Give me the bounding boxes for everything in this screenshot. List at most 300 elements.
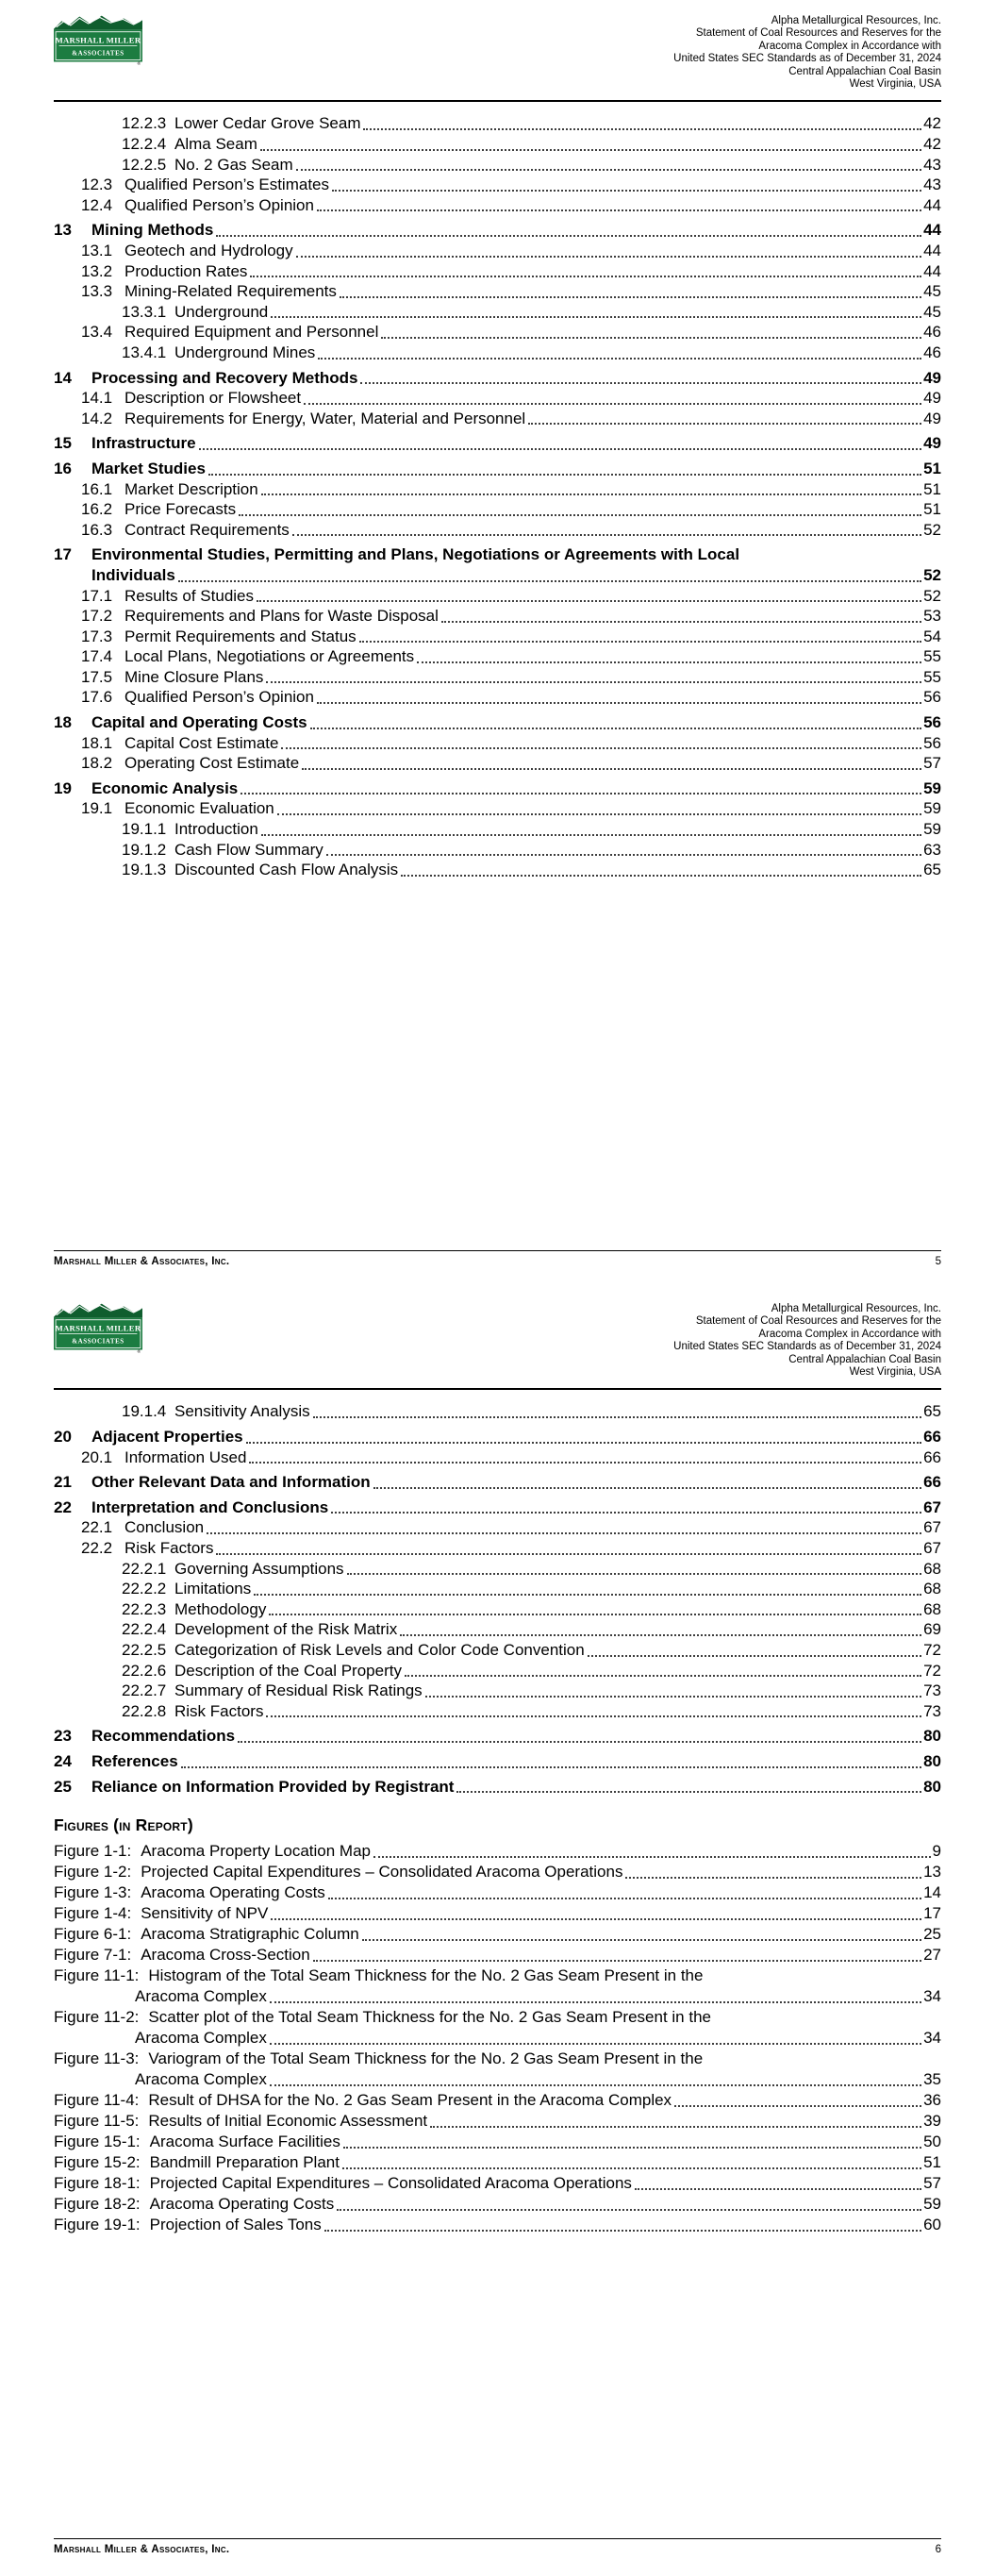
toc-entry	[54, 627, 941, 647]
toc-title: Environmental Studies, Permitting and Plans, Negotiations or Agreements with Local	[91, 545, 740, 564]
figure-title: Variogram of the Total Seam Thickness for the No. 2 Gas Seam Present in the	[148, 2049, 704, 2068]
toc-number: 12.2.5	[122, 155, 167, 174]
figure-title: Projection of Sales Tons	[149, 2216, 322, 2234]
figure-page-number: 60	[923, 2216, 941, 2234]
figure-page-number: 14	[923, 1883, 941, 1902]
toc-entry	[54, 343, 941, 363]
header-rule	[54, 1388, 941, 1390]
dot-leader	[302, 768, 921, 770]
figure-title: Aracoma Cross-Section	[141, 1946, 310, 1965]
toc-title: Permit Requirements and Status	[124, 627, 357, 645]
figure-page-number: 25	[923, 1925, 941, 1944]
dot-leader	[181, 1766, 921, 1768]
figure-page-number: 57	[923, 2174, 941, 2193]
toc-entry	[54, 778, 941, 799]
toc-entry	[54, 687, 941, 708]
toc-number: 17.3	[81, 627, 113, 645]
toc-title: Description of the Coal Property	[174, 1661, 402, 1680]
toc-title: Operating Cost Estimate	[124, 754, 300, 773]
toc-title: Categorization of Risk Levels and Color Code Convention	[174, 1640, 585, 1659]
toc-number: 17.6	[81, 688, 113, 707]
toc-entry	[54, 712, 941, 733]
figure-page-number: 50	[923, 2133, 941, 2151]
dot-leader	[296, 256, 921, 258]
toc-title: Capital and Operating Costs	[91, 713, 307, 732]
dot-leader	[347, 1573, 922, 1575]
toc-number: 13	[54, 221, 72, 240]
toc-number: 17.4	[81, 647, 113, 666]
toc-title: Market Studies	[91, 459, 206, 477]
toc-entry	[54, 195, 941, 216]
toc-number: 20.1	[81, 1447, 113, 1466]
footer-page-number: 5	[935, 1256, 941, 1267]
figure-label: Figure 15-1:	[54, 2133, 141, 2151]
toc-entry	[54, 261, 941, 282]
dot-leader	[317, 702, 921, 704]
figure-label: Figure 7-1:	[54, 1946, 132, 1965]
toc-page-number: 52	[923, 586, 941, 605]
figure-label: Figure 1-1:	[54, 1842, 132, 1861]
figure-entry	[54, 1903, 941, 1924]
toc-title: Sensitivity Analysis	[174, 1402, 310, 1421]
toc-number: 13.3	[81, 282, 113, 301]
dot-leader	[216, 1553, 921, 1555]
toc-page-number: 42	[923, 114, 941, 133]
toc-entry	[54, 1661, 941, 1681]
figure-label: Figure 11-2:	[54, 2008, 140, 2027]
toc-number: 16.1	[81, 479, 113, 498]
report-header	[673, 1301, 941, 1379]
toc-entry	[54, 1579, 941, 1599]
toc-number: 17.1	[81, 586, 113, 605]
header-line: United States SEC Standards as of December 31, 2024	[673, 53, 941, 65]
header-line: Alpha Metallurgical Resources, Inc.	[771, 15, 941, 26]
toc-number: 24	[54, 1751, 72, 1770]
toc-number: 12.3	[81, 176, 113, 194]
toc-page-number: 57	[923, 754, 941, 773]
dot-leader	[674, 2105, 921, 2107]
figure-entry	[54, 2215, 941, 2235]
dot-leader	[270, 2001, 921, 2003]
dot-leader	[207, 1532, 921, 1534]
toc-number: 14.2	[81, 409, 113, 427]
toc-page-number: 46	[923, 323, 941, 342]
toc-number: 21	[54, 1473, 72, 1492]
toc-title: Price Forecasts	[124, 500, 237, 519]
figure-page-number: 59	[923, 2195, 941, 2214]
figure-page-number: 34	[923, 1987, 941, 2006]
toc-entry	[54, 1401, 941, 1422]
dot-leader	[246, 1442, 921, 1444]
toc-entry	[54, 322, 941, 343]
dot-leader	[342, 2167, 921, 2169]
toc-title: Other Relevant Data and Information	[91, 1473, 371, 1492]
toc-entry	[54, 606, 941, 627]
toc-page-number: 63	[923, 840, 941, 859]
toc-title: Cash Flow Summary	[174, 840, 323, 859]
figure-title: Projected Capital Expenditures – Consolidated Aracoma Operations	[141, 1863, 623, 1882]
toc-title: Summary of Residual Risk Ratings	[174, 1681, 423, 1700]
toc-title: Mining Methods	[91, 221, 214, 240]
footer-page-number: 6	[935, 2544, 941, 2555]
toc-title: Mining-Related Requirements	[124, 282, 337, 301]
dot-leader	[362, 1939, 921, 1941]
dot-leader	[318, 358, 921, 360]
dot-leader	[326, 854, 921, 856]
toc-title: Requirements for Energy, Water, Material and Personnel	[124, 409, 526, 427]
toc-title: Economic Evaluation	[124, 799, 274, 818]
page-header	[54, 13, 941, 91]
dot-leader	[271, 316, 921, 318]
toc-title: Alma Seam	[174, 135, 257, 154]
toc-entry	[54, 753, 941, 774]
toc-entry	[54, 220, 941, 241]
toc-number: 22	[54, 1497, 72, 1516]
figure-label: Figure 11-4:	[54, 2091, 140, 2110]
toc-number: 14.1	[81, 389, 113, 408]
marshall-miller-logo	[54, 1301, 142, 1354]
header-line: Central Appalachian Coal Basin	[788, 1353, 941, 1365]
toc-number: 22.2.8	[122, 1701, 167, 1720]
toc-title: Introduction	[174, 820, 258, 839]
figure-title: Histogram of the Total Seam Thickness for the No. 2 Gas Seam Present in the	[148, 1966, 704, 1985]
figure-title: Aracoma Complex	[135, 1987, 267, 2006]
toc-entry	[54, 281, 941, 302]
toc-number: 13.4.1	[122, 343, 167, 361]
dot-leader	[359, 641, 921, 643]
dot-leader	[337, 2209, 921, 2211]
toc-page-number: 42	[923, 135, 941, 154]
toc-page-number: 67	[923, 1497, 941, 1516]
figure-entry	[54, 2049, 941, 2069]
toc-title: Capital Cost Estimate	[124, 733, 279, 752]
registered-mark-icon: ®	[137, 1348, 141, 1354]
toc-page-number: 49	[923, 368, 941, 387]
toc-number: 19.1.2	[122, 840, 167, 859]
toc-entry	[54, 520, 941, 541]
page-footer	[54, 2538, 941, 2555]
toc-entry	[54, 113, 941, 134]
toc-title: Interpretation and Conclusions	[91, 1497, 329, 1516]
figure-title: Aracoma Stratigraphic Column	[141, 1925, 359, 1944]
logo-line2: &ASSOCIATES	[72, 1337, 124, 1346]
figure-title: Bandmill Preparation Plant	[149, 2153, 340, 2172]
toc-page-number: 45	[923, 302, 941, 321]
figure-entry-continuation	[54, 2028, 941, 2049]
toc-title: Market Description	[124, 479, 258, 498]
toc-title: Mine Closure Plans	[124, 667, 264, 686]
dot-leader	[340, 296, 921, 298]
dot-leader	[260, 149, 921, 151]
figure-page-number: 51	[923, 2153, 941, 2172]
figure-title: Aracoma Operating Costs	[141, 1883, 325, 1902]
dot-leader	[270, 2084, 921, 2086]
figure-title: Result of DHSA for the No. 2 Gas Seam Present in the Aracoma Complex	[148, 2091, 672, 2110]
figure-entry	[54, 2152, 941, 2173]
toc-number: 22.2.3	[122, 1599, 167, 1618]
toc-page-number: 72	[923, 1661, 941, 1680]
footer-rule	[54, 2538, 941, 2539]
toc-number: 22.2.2	[122, 1580, 167, 1598]
dot-leader	[254, 1594, 921, 1596]
dot-leader	[456, 1791, 921, 1793]
toc-page-number: 49	[923, 389, 941, 408]
toc-entry	[54, 155, 941, 176]
toc-entry	[54, 1777, 941, 1798]
toc-page-number: 65	[923, 1402, 941, 1421]
dot-leader	[528, 423, 921, 425]
figure-page-number: 34	[923, 2029, 941, 2048]
dot-leader	[588, 1655, 921, 1657]
dot-leader	[417, 661, 921, 663]
header-line: Statement of Coal Resources and Reserves for the	[695, 27, 941, 40]
toc-number: 13.3.1	[122, 302, 167, 321]
toc-title: Processing and Recovery Methods	[91, 368, 358, 387]
header-line: Central Appalachian Coal Basin	[788, 65, 941, 77]
toc-title: Local Plans, Negotiations or Agreements	[124, 647, 415, 666]
dot-leader	[281, 747, 921, 749]
toc-entry	[54, 134, 941, 155]
toc-number: 17	[54, 545, 72, 564]
figure-page-number: 36	[923, 2091, 941, 2110]
toc-list-page1	[54, 113, 941, 879]
toc-number: 16.2	[81, 500, 113, 519]
toc-number: 14	[54, 368, 72, 387]
dot-leader	[332, 190, 921, 192]
toc-number: 22.2.4	[122, 1620, 167, 1639]
toc-title: Contract Requirements	[124, 520, 290, 539]
figure-title: Aracoma Property Location Map	[141, 1842, 371, 1861]
footer-line	[54, 1256, 941, 1267]
figure-label: Figure 18-2:	[54, 2195, 141, 2214]
toc-page-number: 59	[923, 820, 941, 839]
figure-page-number: 13	[923, 1863, 941, 1882]
toc-title: Lower Cedar Grove Seam	[174, 114, 361, 133]
toc-page-number: 55	[923, 667, 941, 686]
dot-leader	[277, 813, 921, 815]
toc-title: Risk Factors	[174, 1701, 264, 1720]
toc-page-number: 55	[923, 647, 941, 666]
toc-page-number: 44	[923, 242, 941, 259]
toc-title: Individuals	[91, 565, 175, 584]
figure-page-number: 9	[932, 1842, 941, 1861]
figures-section-heading: Figures (in Report)	[54, 1815, 193, 1835]
header-line: West Virginia, USA	[849, 1366, 941, 1379]
toc-page-number: 73	[923, 1701, 941, 1720]
toc-number: 22.2.7	[122, 1681, 167, 1700]
toc-entry	[54, 544, 941, 565]
dot-leader	[405, 1675, 921, 1677]
footer-company: Marshall Miller & Associates, Inc.	[54, 2544, 230, 2555]
figure-title: Projected Capital Expenditures – Consolidated Aracoma Operations	[149, 2174, 632, 2193]
registered-mark-icon: ®	[137, 60, 141, 66]
toc-page-number: 52	[923, 565, 941, 584]
toc-entry	[54, 175, 941, 195]
dot-leader	[313, 1416, 921, 1418]
toc-entry	[54, 860, 941, 880]
dot-leader	[257, 600, 921, 602]
toc-page-number: 80	[923, 1751, 941, 1770]
dot-leader	[292, 534, 921, 536]
footer-rule	[54, 1250, 941, 1251]
toc-number: 13.4	[81, 323, 113, 342]
toc-entry	[54, 1619, 941, 1640]
dot-leader	[360, 382, 921, 384]
figure-page-number: 17	[923, 1904, 941, 1923]
dot-leader	[266, 1715, 921, 1717]
toc-number: 22.1	[81, 1518, 113, 1537]
dot-leader	[328, 1898, 921, 1899]
toc-title: Adjacent Properties	[91, 1428, 243, 1447]
toc-entry	[54, 819, 941, 840]
toc-entry	[54, 1681, 941, 1701]
footer-company: Marshall Miller & Associates, Inc.	[54, 1256, 230, 1267]
dot-leader	[208, 474, 921, 476]
figure-entry	[54, 2007, 941, 2028]
toc-title: Results of Studies	[124, 586, 255, 605]
toc-number: 13.1	[81, 242, 113, 259]
toc-entry	[54, 409, 941, 429]
figure-entry	[54, 1945, 941, 1965]
figure-entry	[54, 2173, 941, 2194]
dot-leader	[310, 728, 921, 729]
toc-title: Recommendations	[91, 1727, 236, 1746]
figure-entry	[54, 1841, 941, 1862]
figure-title: Scatter plot of the Total Seam Thickness for the No. 2 Gas Seam Present in the	[148, 2008, 711, 2027]
toc-number: 22.2.5	[122, 1640, 167, 1659]
dot-leader	[317, 209, 921, 211]
dot-leader	[635, 2188, 921, 2190]
figure-label: Figure 19-1:	[54, 2216, 141, 2234]
logo-line2: &ASSOCIATES	[72, 49, 124, 58]
toc-page-number: 80	[923, 1777, 941, 1796]
dot-leader	[313, 1960, 921, 1962]
header-line: Aracoma Complex in Accordance with	[758, 1328, 941, 1340]
dot-leader	[400, 1634, 921, 1636]
figure-entry	[54, 2111, 941, 2132]
figure-label: Figure 1-4:	[54, 1904, 132, 1923]
toc-page-number: 69	[923, 1620, 941, 1639]
figure-title: Results of Initial Economic Assessment	[148, 2112, 428, 2131]
toc-title: Qualified Person’s Opinion	[124, 688, 314, 707]
toc-entry	[54, 1538, 941, 1559]
figure-title: Aracoma Surface Facilities	[149, 2133, 340, 2151]
toc-page-number: 67	[923, 1539, 941, 1557]
figure-label: Figure 11-3:	[54, 2049, 140, 2068]
toc-entry	[54, 1599, 941, 1620]
toc-title: Description or Flowsheet	[124, 389, 302, 408]
figure-entry	[54, 2132, 941, 2152]
figure-page-number: 35	[923, 2070, 941, 2089]
toc-number: 22.2.6	[122, 1661, 167, 1680]
dot-leader	[441, 621, 921, 623]
toc-entry	[54, 1751, 941, 1772]
toc-entry	[54, 733, 941, 754]
toc-number: 16	[54, 459, 72, 477]
figure-label: Figure 1-2:	[54, 1863, 132, 1882]
toc-title: Discounted Cash Flow Analysis	[174, 861, 399, 879]
figure-entry	[54, 2194, 941, 2215]
dot-leader	[381, 337, 921, 339]
toc-entry	[54, 459, 941, 479]
figure-label: Figure 18-1:	[54, 2174, 141, 2193]
toc-number: 17.2	[81, 607, 113, 626]
toc-entry	[54, 1701, 941, 1722]
toc-title: Requirements and Plans for Waste Disposal	[124, 607, 439, 626]
toc-title: Geotech and Hydrology	[124, 242, 293, 259]
toc-number: 19	[54, 778, 72, 797]
toc-page-number: 43	[923, 176, 941, 194]
figure-entry	[54, 1924, 941, 1945]
toc-entry	[54, 586, 941, 607]
toc-page-number: 51	[923, 500, 941, 519]
figure-page-number: 27	[923, 1946, 941, 1965]
toc-title: Development of the Risk Matrix	[174, 1620, 398, 1639]
toc-page-number: 59	[923, 778, 941, 797]
figure-label: Figure 11-5:	[54, 2112, 140, 2131]
header-line: Alpha Metallurgical Resources, Inc.	[771, 1303, 941, 1314]
toc-page-number: 66	[923, 1447, 941, 1466]
dot-leader	[240, 793, 921, 795]
toc-page-number: 66	[923, 1473, 941, 1492]
toc-page-number: 44	[923, 261, 941, 280]
toc-page-number: 65	[923, 861, 941, 879]
dot-leader	[363, 128, 921, 130]
header-line: Statement of Coal Resources and Reserves for the	[695, 1315, 941, 1328]
toc-title: Qualified Person’s Estimates	[124, 176, 330, 194]
figure-entry-continuation	[54, 2069, 941, 2090]
toc-entry	[54, 388, 941, 409]
dot-leader	[270, 2043, 921, 2045]
toc-title: Economic Analysis	[91, 778, 239, 797]
header-line: Aracoma Complex in Accordance with	[758, 40, 941, 52]
header-rule	[54, 100, 941, 102]
dot-leader	[331, 1512, 921, 1514]
toc-entry	[54, 1726, 941, 1747]
toc-number: 19.1.3	[122, 861, 167, 879]
header-line: West Virginia, USA	[849, 78, 941, 91]
toc-entry	[54, 1447, 941, 1468]
logo-line1: MARSHALL MILLER	[55, 35, 141, 45]
toc-title: Conclusion	[124, 1518, 205, 1537]
toc-title: Information Used	[124, 1447, 247, 1466]
toc-page-number: 56	[923, 733, 941, 752]
toc-entry	[54, 1427, 941, 1447]
dot-leader	[261, 834, 921, 836]
toc-number: 18.2	[81, 754, 113, 773]
toc-number: 23	[54, 1727, 72, 1746]
toc-title: Governing Assumptions	[174, 1559, 344, 1578]
toc-number: 19.1.4	[122, 1402, 167, 1421]
dot-leader	[250, 276, 921, 277]
toc-title: Qualified Person’s Opinion	[124, 195, 314, 214]
toc-title: Underground	[174, 302, 269, 321]
toc-entry	[54, 1559, 941, 1580]
figure-title: Sensitivity of NPV	[141, 1904, 269, 1923]
toc-title: Limitations	[174, 1580, 252, 1598]
toc-page-number: 43	[923, 155, 941, 174]
dot-leader	[625, 1877, 921, 1879]
toc-page-number: 73	[923, 1681, 941, 1700]
toc-entry	[54, 840, 941, 861]
figure-entry-continuation	[54, 1986, 941, 2007]
toc-entry	[54, 368, 941, 389]
toc-entry	[54, 646, 941, 667]
toc-title: Reliance on Information Provided by Registrant	[91, 1777, 455, 1796]
toc-number: 19.1.1	[122, 820, 167, 839]
toc-title: Required Equipment and Personnel	[124, 323, 379, 342]
toc-title: No. 2 Gas Seam	[174, 155, 293, 174]
